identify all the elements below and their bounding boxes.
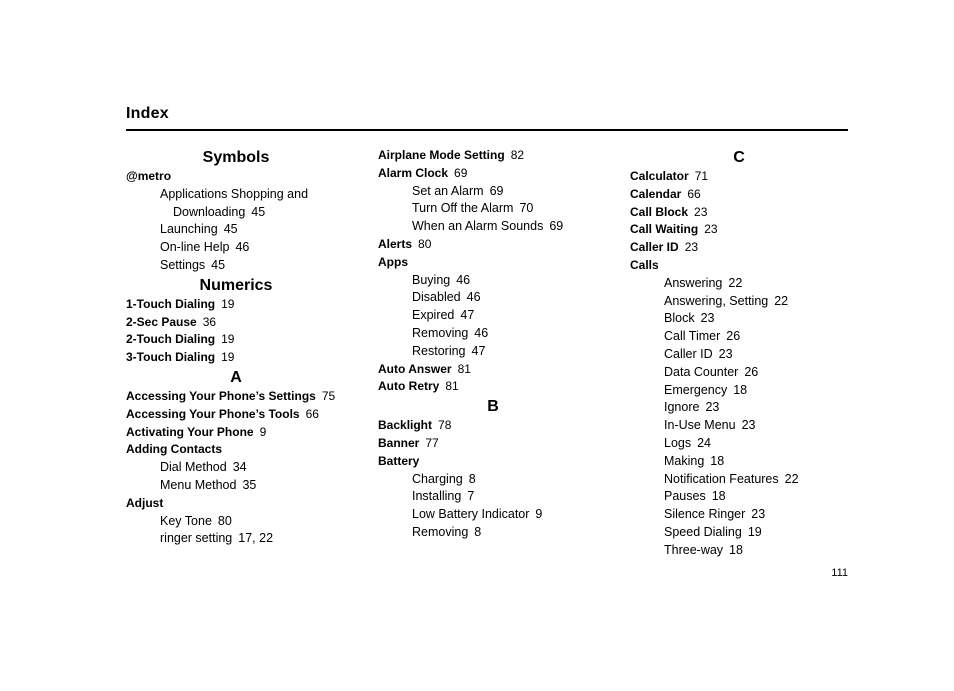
index-term: Alerts [378,236,413,251]
index-subterm: Silence Ringer [664,507,746,522]
page-reference: 8 [474,524,482,539]
index-entry [630,186,848,204]
page-reference: 23 [718,346,733,361]
index-subterm: Turn Off the Alarm [412,201,514,216]
page-reference: 35 [242,477,257,492]
index-entry [378,361,608,379]
index-subterm: Restoring [412,343,466,358]
index-subentry [378,289,608,307]
index-entry [126,388,346,406]
page-reference: 23 [704,222,718,237]
index-term: Auto Answer [378,361,452,376]
index-subterm: Block [664,311,695,326]
index-subentry [630,488,848,506]
index-subentry [126,204,346,222]
index-subterm: Logs [664,435,692,450]
index-subentry [630,471,848,489]
index-subentry [630,506,848,524]
index-subterm: Removing [412,524,469,539]
index-subentry [378,524,608,542]
page-reference: 24 [697,435,712,450]
index-entry [126,424,346,442]
index-term: Adjust [126,495,164,510]
index-subterm: Applications Shopping and [160,186,309,201]
page-reference: 81 [445,379,459,394]
index-subentry [126,221,346,239]
page-reference: 18 [710,453,725,468]
index-subterm: On-line Help [160,240,230,255]
index-subentry [378,325,608,343]
index-entry [378,453,608,471]
index-subentry [630,524,848,542]
index-term: Auto Retry [378,379,440,394]
index-column-1 [126,147,346,548]
index-entry [630,168,848,186]
index-subentry [126,477,346,495]
section-heading: A [230,368,242,386]
index-term: Adding Contacts [126,442,222,457]
index-entry [126,406,346,424]
page-reference: 17, 22 [238,531,274,546]
index-term: 1-Touch Dialing [126,296,216,311]
page-reference: 23 [694,204,708,219]
index-term: 2-Touch Dialing [126,332,216,347]
page-reference: 66 [305,406,319,421]
index-subterm: In-Use Menu [664,418,736,433]
index-subentry [126,530,346,548]
page-reference: 22 [774,293,789,308]
index-entry [378,254,608,272]
page-reference: 81 [457,361,471,376]
header-rule [126,129,848,131]
page-reference: 66 [687,186,701,201]
index-subentry [630,310,848,328]
section-heading: B [487,398,499,416]
page-number: 111 [831,567,848,579]
index-subterm: Answering, Setting [664,293,769,308]
page-reference: 46 [456,272,471,287]
section-heading: Symbols [202,149,270,166]
page-reference: 78 [438,418,452,433]
index-term: Caller ID [630,240,679,255]
index-entry [126,441,346,459]
index-column-3 [630,147,848,560]
index-subterm: Key Tone [160,513,212,528]
page-reference: 69 [454,165,468,180]
index-subentry [378,471,608,489]
index-subentry [126,257,346,275]
index-entry [378,417,608,435]
page-reference: 23 [741,418,756,433]
page-reference: 45 [211,257,226,272]
page-reference: 46 [466,290,481,305]
index-term: Accessing Your Phone’s Settings [126,388,316,403]
index-term: Airplane Mode Setting [378,148,505,162]
index-term: Apps [378,254,408,269]
index-term: Call Block [630,204,689,219]
index-subentry [378,488,608,506]
index-term: Calls [630,257,659,272]
index-term: Activating Your Phone [126,424,254,439]
index-term: Banner [378,435,420,450]
page-reference: 69 [489,183,504,198]
page-reference: 23 [700,311,715,326]
index-subterm: Low Battery Indicator [412,507,530,522]
index-term: Calendar [630,186,682,201]
page-reference: 22 [728,275,743,290]
index-subentry [630,275,848,293]
index-entry [126,349,346,367]
index-entry [378,435,608,453]
index-subentry [630,382,848,400]
index-subterm: Notification Features [664,471,779,486]
index-entry [126,314,346,332]
index-subterm: Settings [160,257,206,272]
index-subterm: Three-way [664,542,724,557]
index-subterm: Menu Method [160,477,237,492]
page-reference: 18 [729,542,743,557]
index-subterm: When an Alarm Sounds [412,219,544,234]
page-reference: 75 [321,388,336,403]
page-reference: 19 [221,296,235,311]
index-subterm: Charging [412,471,463,486]
index-subentry [378,200,608,218]
index-entry [126,168,346,186]
index-term: @metro [126,169,172,183]
index-subentry [630,542,848,560]
section-heading: Numerics [199,276,273,294]
index-subentry [126,186,346,204]
page-reference: 46 [235,240,250,255]
index-term: Calculator [630,169,689,183]
page-reference: 23 [751,507,766,522]
index-subterm: Launching [160,222,218,237]
index-subterm: Speed Dialing [664,524,742,539]
index-subterm: Disabled [412,290,461,305]
index-subterm: Answering [664,275,723,290]
page-reference: 26 [744,364,759,379]
page-reference: 23 [705,400,720,415]
index-subentry [378,506,608,524]
page-reference: 9 [535,507,543,522]
index-entry [630,257,848,275]
index-subterm: Buying [412,272,451,287]
index-subterm: Removing [412,325,469,340]
page-reference: 80 [217,513,232,528]
index-subentry [630,328,848,346]
page-reference: 19 [747,524,762,539]
index-subterm: Set an Alarm [412,183,484,198]
index-subentry [378,272,608,290]
page-reference: 45 [251,204,266,219]
index-term: Accessing Your Phone’s Tools [126,406,300,421]
index-subterm: Data Counter [664,364,739,379]
index-term: Backlight [378,418,433,433]
index-subentry [630,417,848,435]
page-reference: 19 [221,350,235,365]
page-reference: 18 [733,382,748,397]
index-term: Call Waiting [630,222,699,237]
index-entry [126,331,346,349]
page-reference: 82 [510,148,525,162]
page-reference: 71 [694,169,709,183]
index-subentry [630,293,848,311]
index-term: Battery [378,453,420,468]
page-reference: 80 [418,236,432,251]
index-subterm: Call Timer [664,329,721,344]
index-entry [126,296,346,314]
page-reference: 18 [711,489,726,504]
index-subentry [378,183,608,201]
index-subentry [126,459,346,477]
index-subterm: Emergency [664,382,728,397]
page-reference: 23 [684,240,699,255]
index-subentry [630,453,848,471]
index-term: 2-Sec Pause [126,314,197,329]
index-entry [630,221,848,239]
page-reference: 70 [519,201,534,216]
index-subentry [378,307,608,325]
index-entry [378,236,608,254]
index-entry [126,495,346,513]
page-reference: 19 [221,332,235,347]
index-subentry [378,218,608,236]
index-subentry [630,364,848,382]
index-subterm: Making [664,453,705,468]
index-entry [378,147,608,165]
page-reference: 77 [425,435,439,450]
page-reference: 47 [460,308,475,323]
page-reference: 8 [468,471,476,486]
page-reference: 9 [259,424,267,439]
index-column-2 [378,147,608,542]
page-reference: 36 [202,314,217,329]
page-reference: 45 [223,222,238,237]
index-subterm: Caller ID [664,346,713,361]
index-subterm: Ignore [664,400,700,415]
index-subterm: Pauses [664,489,706,504]
index-subterm: Dial Method [160,460,227,475]
page-reference: 47 [471,343,486,358]
page-reference: 26 [726,329,741,344]
page-reference: 7 [467,489,475,504]
index-entry [630,204,848,222]
page-title: Index [126,105,169,122]
index-term: 3-Touch Dialing [126,350,216,365]
index-subentry [126,239,346,257]
index-entry [378,378,608,396]
index-term: Alarm Clock [378,165,449,180]
index-entry [630,239,848,257]
index-subentry [630,346,848,364]
index-subterm: ringer setting [160,531,233,546]
section-heading: C [733,149,745,166]
index-subentry [126,513,346,531]
index-subterm: Downloading [173,204,246,219]
page-reference: 22 [784,471,799,486]
page-reference: 46 [474,325,489,340]
page-reference: 34 [232,460,247,475]
index-subentry [378,343,608,361]
index-subentry [630,399,848,417]
page-reference: 69 [549,219,564,234]
index-subterm: Expired [412,308,455,323]
index-subterm: Installing [412,489,462,504]
index-subentry [630,435,848,453]
index-entry [378,165,608,183]
